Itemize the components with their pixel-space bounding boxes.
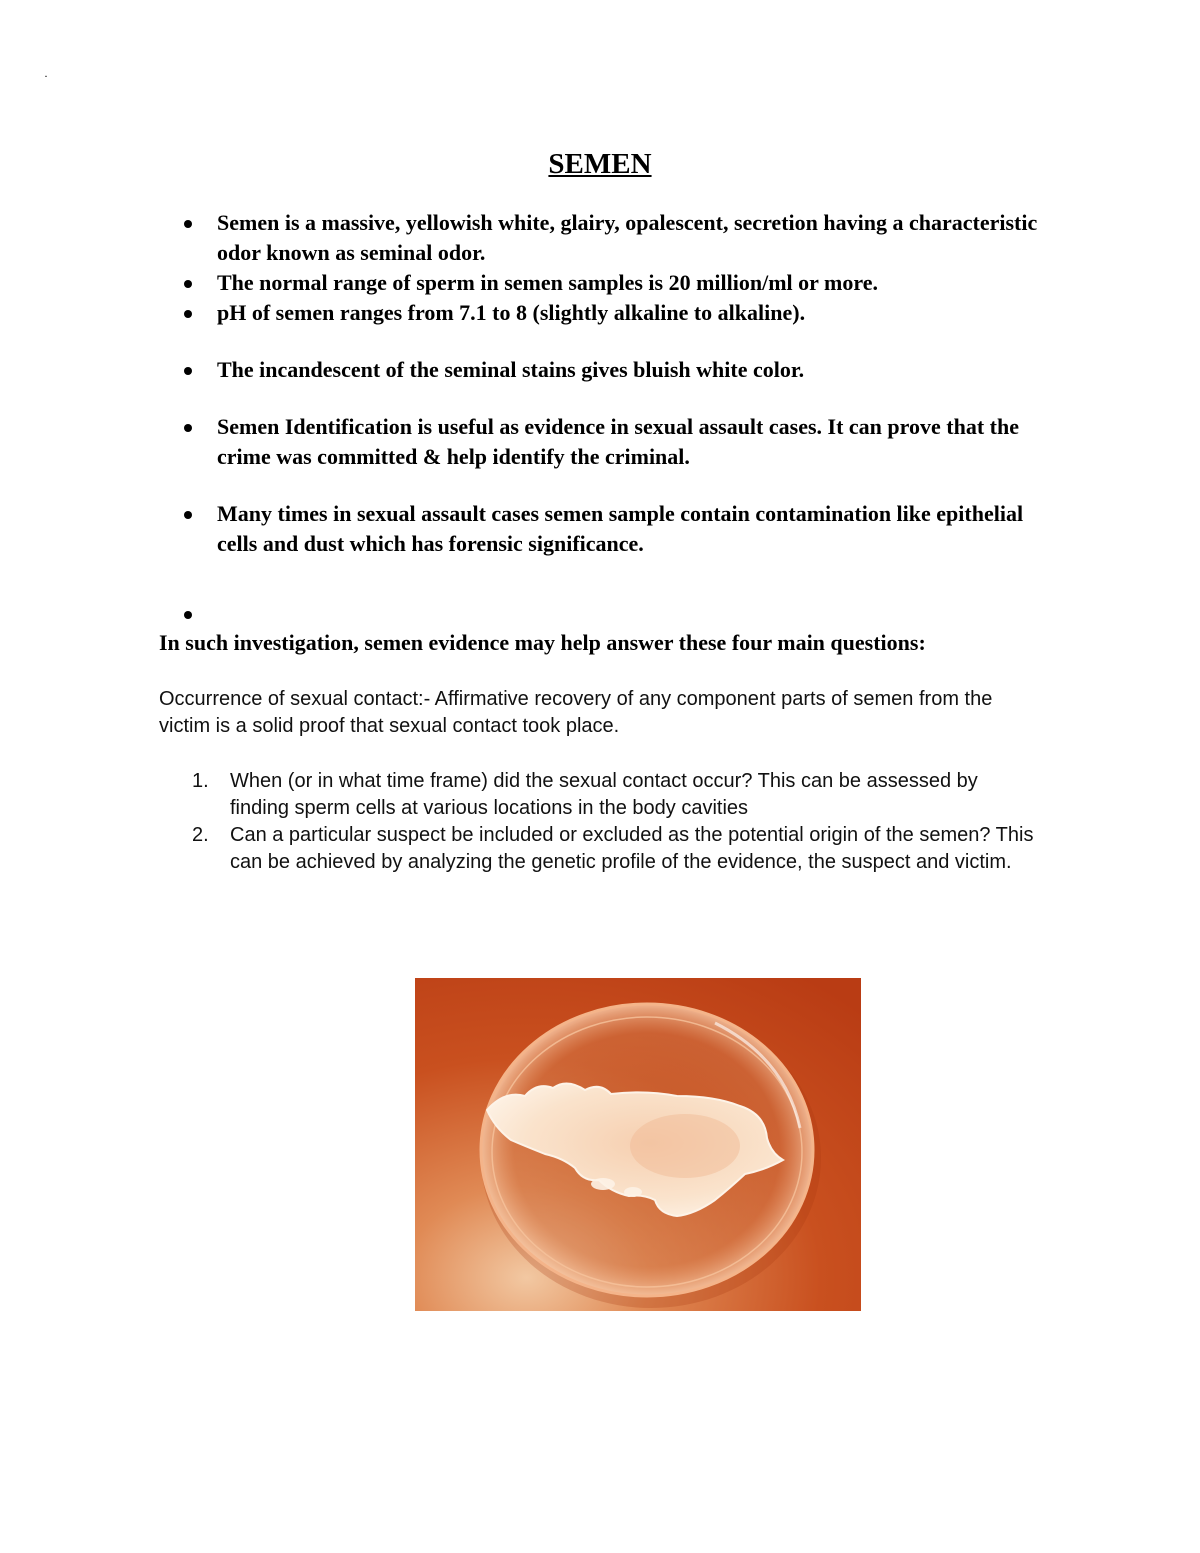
list-item-text: Can a particular suspect be included or excluded as the potential origin of the semen? This can be achieved by analyzing the genetic profile of the evidence, the suspect and victim. bbox=[230, 824, 1034, 873]
sample-bubble bbox=[624, 1187, 642, 1197]
list-item bbox=[159, 768, 1039, 822]
fact-list bbox=[159, 208, 1039, 629]
bullet-icon bbox=[184, 310, 192, 318]
list-item-text: Many times in sexual assault cases semen sample contain contamination like epithelial cells and dust which has forensic significance. bbox=[217, 501, 1024, 556]
list-item bbox=[159, 822, 1039, 876]
list-item-empty bbox=[159, 599, 1039, 629]
list-number: 2. bbox=[192, 824, 209, 846]
list-item-text: When (or in what time frame) did the sexual contact occur? This can be assessed by finding sperm cells at various locations in the body cavities bbox=[230, 770, 978, 819]
bullet-icon bbox=[184, 511, 192, 519]
list-number: 1. bbox=[192, 770, 209, 792]
bullet-icon bbox=[184, 367, 192, 375]
list-item-text: pH of semen ranges from 7.1 to 8 (slightly alkaline to alkaline). bbox=[217, 300, 806, 325]
list-item bbox=[159, 499, 1039, 559]
list-item-text: The normal range of sperm in semen samples is 20 million/ml or more. bbox=[217, 270, 878, 295]
stray-mark: · bbox=[44, 69, 48, 83]
occurrence-paragraph: Occurrence of sexual contact:- Affirmative recovery of any component parts of semen from the victim is a solid proof that sexual contact took place. bbox=[159, 688, 993, 737]
list-item bbox=[159, 298, 1039, 328]
sample-bubble bbox=[591, 1178, 615, 1190]
list-item bbox=[159, 412, 1039, 472]
petri-dish-photo bbox=[415, 978, 861, 1311]
list-item bbox=[159, 208, 1039, 268]
bullet-icon bbox=[184, 611, 192, 619]
list-item-text: The incandescent of the seminal stains gives bluish white color. bbox=[217, 357, 805, 382]
list-item-text: Semen Identification is useful as evidence in sexual assault cases. It can prove that the crime was committed & help identify the criminal. bbox=[217, 414, 1019, 469]
list-item-text: Semen is a massive, yellowish white, glairy, opalescent, secretion having a characteristic odor known as seminal odor. bbox=[217, 210, 1038, 265]
bullet-icon bbox=[184, 280, 192, 288]
list-item bbox=[159, 355, 1039, 385]
question-list bbox=[159, 768, 1039, 876]
page-title: SEMEN bbox=[548, 148, 652, 180]
bullet-icon bbox=[184, 220, 192, 228]
list-item bbox=[159, 268, 1039, 298]
bullet-icon bbox=[184, 424, 192, 432]
section-heading: In such investigation, semen evidence may help answer these four main questions: bbox=[159, 630, 926, 655]
sample-shading bbox=[630, 1114, 740, 1178]
